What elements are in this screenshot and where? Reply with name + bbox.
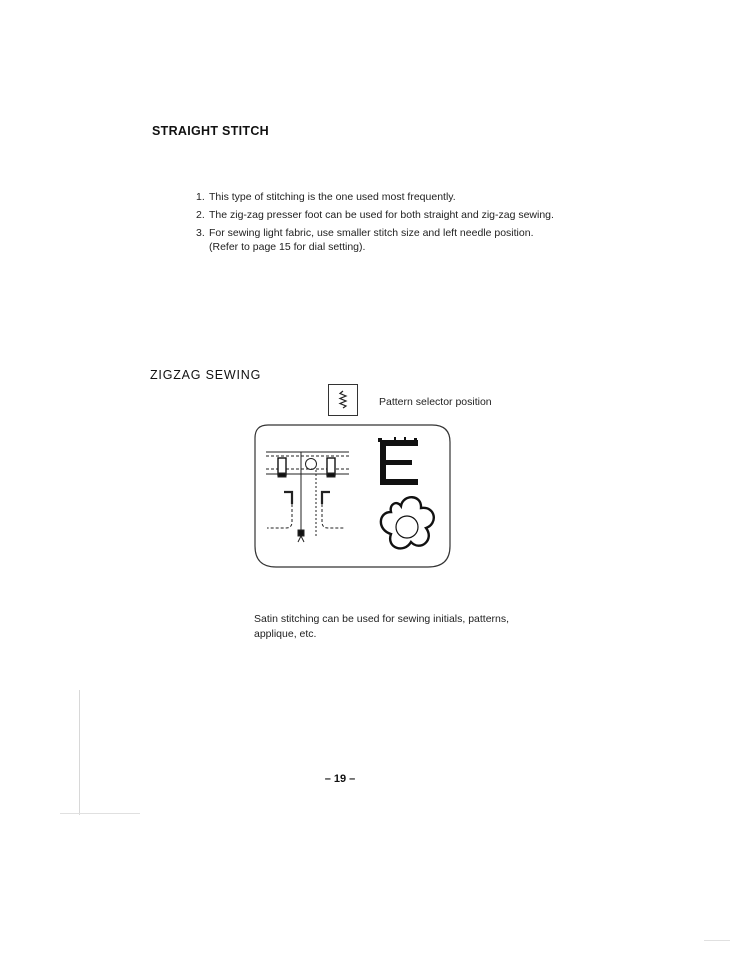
satin-letter-e-icon <box>378 437 418 485</box>
pattern-selector-box <box>328 384 358 416</box>
page-number: – 19 – <box>324 773 356 785</box>
zigzag-pattern-icon <box>329 385 357 415</box>
step-number: 1. <box>196 191 205 203</box>
step-text: This type of stitching is the one used most frequently. <box>209 191 456 203</box>
scan-margin-line <box>79 690 80 815</box>
list-item <box>196 226 596 254</box>
scan-margin-line <box>60 813 140 814</box>
straight-stitch-steps <box>196 190 596 258</box>
satin-stitch-illustration <box>254 424 454 570</box>
step-number: 3. <box>196 227 205 239</box>
step-text: For sewing light fabric, use smaller stitch size and left needle position. (Refer to page 15 for dial setting). <box>209 227 534 253</box>
list-item <box>196 208 596 222</box>
straight-stitch-heading: STRAIGHT STITCH <box>152 124 269 138</box>
zigzag-sewing-heading: ZIGZAG SEWING <box>150 368 262 382</box>
satin-stitch-description: Satin stitching can be used for sewing initials, patterns, applique, etc. <box>254 613 510 640</box>
scan-margin-line <box>704 940 730 941</box>
pattern-selector-caption: Pattern selector position <box>379 396 492 408</box>
presser-foot-icon <box>266 452 349 542</box>
list-item <box>196 190 596 204</box>
satin-flower-icon <box>381 497 434 548</box>
step-text: The zig-zag presser foot can be used for both straight and zig-zag sewing. <box>209 209 554 221</box>
step-number: 2. <box>196 209 205 221</box>
